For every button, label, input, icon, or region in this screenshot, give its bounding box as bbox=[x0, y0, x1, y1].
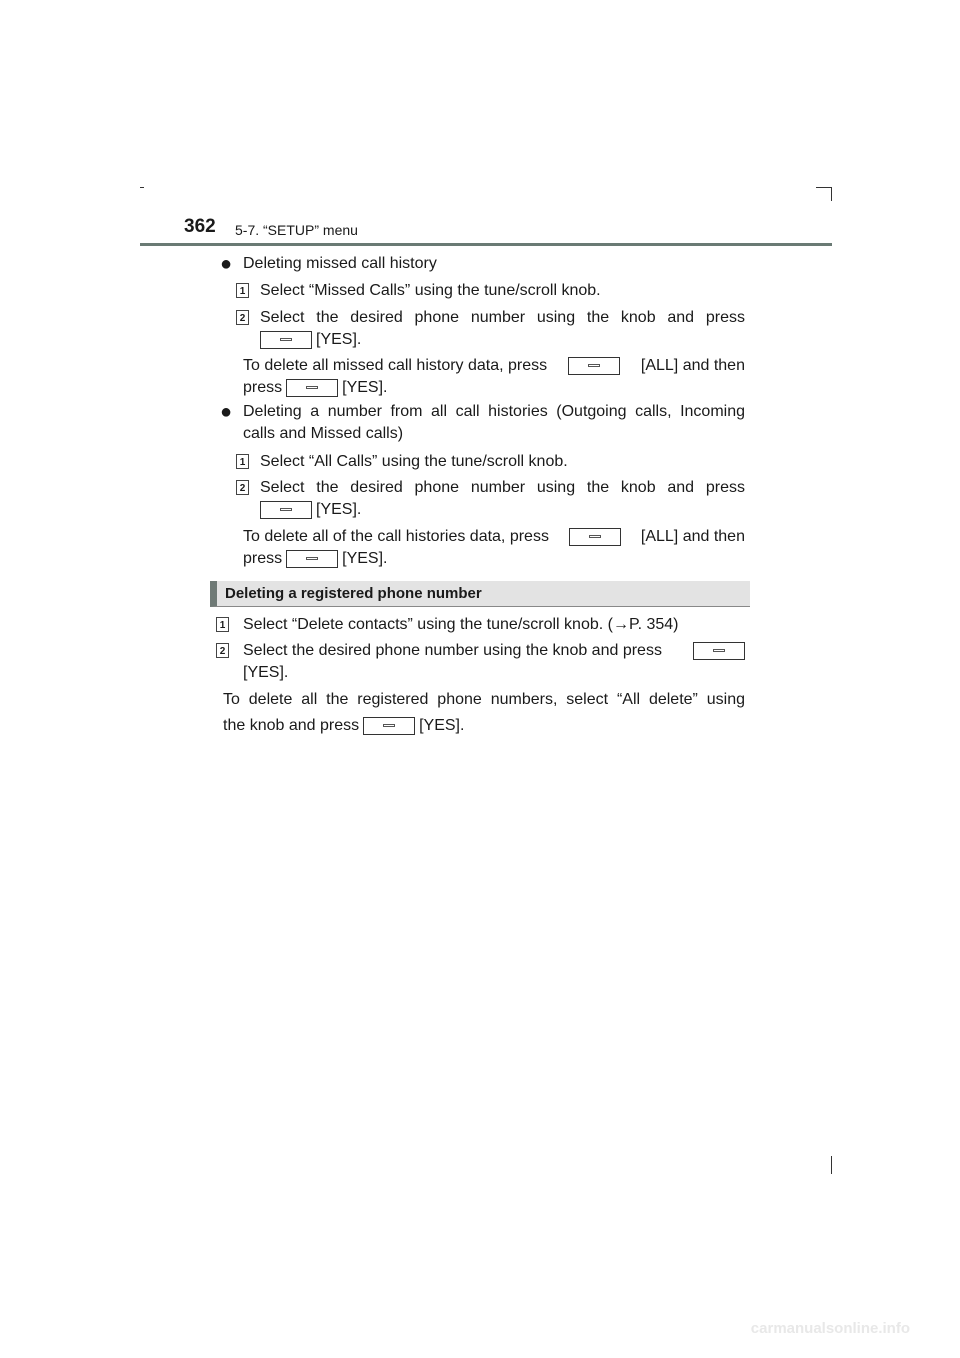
dash-key-icon bbox=[286, 379, 338, 397]
all-all-line2: press [YES]. bbox=[243, 550, 388, 567]
all-step2-line2: [YES]. bbox=[256, 499, 361, 521]
all-step2-line1: Select the desired phone number using the knob and press bbox=[260, 479, 745, 496]
missed-step1: Select “Missed Calls” using the tune/scroll knob. bbox=[260, 282, 601, 299]
crop-mark-top-left bbox=[140, 187, 144, 188]
dash-key-icon bbox=[260, 501, 312, 519]
dash-key-icon bbox=[260, 331, 312, 349]
dash-key-icon bbox=[363, 717, 415, 735]
crop-mark-top-right-h bbox=[816, 187, 832, 188]
step-number-badge: 1 bbox=[236, 283, 249, 298]
registered-step2-line1: Select the desired phone number using the knob and press bbox=[243, 640, 745, 662]
watermark: carmanualsonline.info bbox=[750, 1320, 910, 1337]
section-heading: Deleting a registered phone number bbox=[210, 581, 750, 607]
all-step1: Select “All Calls” using the tune/scroll knob. bbox=[260, 453, 568, 470]
header-rule bbox=[140, 243, 832, 246]
step-number-badge: 2 bbox=[216, 643, 229, 658]
step-number-badge: 2 bbox=[236, 480, 249, 495]
missed-step2-line2: [YES]. bbox=[256, 329, 361, 351]
missed-all-line2: press [YES]. bbox=[243, 379, 388, 396]
all-title-line2: calls and Missed calls) bbox=[243, 425, 404, 442]
registered-step1: Select “Delete contacts” using the tune/scroll knob. (→P. 354) bbox=[243, 616, 679, 633]
dash-key-icon bbox=[568, 357, 620, 375]
dash-key-icon bbox=[569, 528, 621, 546]
dash-key-icon bbox=[693, 642, 745, 660]
dash-key-icon bbox=[286, 550, 338, 568]
registered-note-line2: the knob and press [YES]. bbox=[223, 717, 465, 734]
page-number: 362 bbox=[184, 216, 216, 237]
crop-mark-top-right-v bbox=[831, 187, 832, 201]
all-all-line1: To delete all of the call histories data, press [ALL] and then bbox=[243, 528, 745, 545]
section-title: 5-7. “SETUP” menu bbox=[235, 222, 358, 238]
missed-title: Deleting missed call history bbox=[243, 255, 437, 272]
missed-step2-line1: Select the desired phone number using the knob and press bbox=[260, 309, 745, 326]
registered-note-line1: To delete all the registered phone numbers, select “All delete” using bbox=[223, 691, 745, 708]
bullet-icon: ● bbox=[220, 401, 233, 423]
step-number-badge: 1 bbox=[236, 454, 249, 469]
crop-mark-bottom-right bbox=[831, 1156, 832, 1174]
all-title-line1: Deleting a number from all call histories (Outgoing calls, Incoming bbox=[243, 403, 745, 420]
arrow-right-icon: → bbox=[612, 616, 629, 633]
step-number-badge: 1 bbox=[216, 617, 229, 632]
step-number-badge: 2 bbox=[236, 310, 249, 325]
registered-step2-line2: [YES]. bbox=[243, 664, 289, 681]
missed-all-line1: To delete all missed call history data, press [ALL] and then bbox=[243, 357, 745, 374]
bullet-icon: ● bbox=[220, 253, 233, 275]
